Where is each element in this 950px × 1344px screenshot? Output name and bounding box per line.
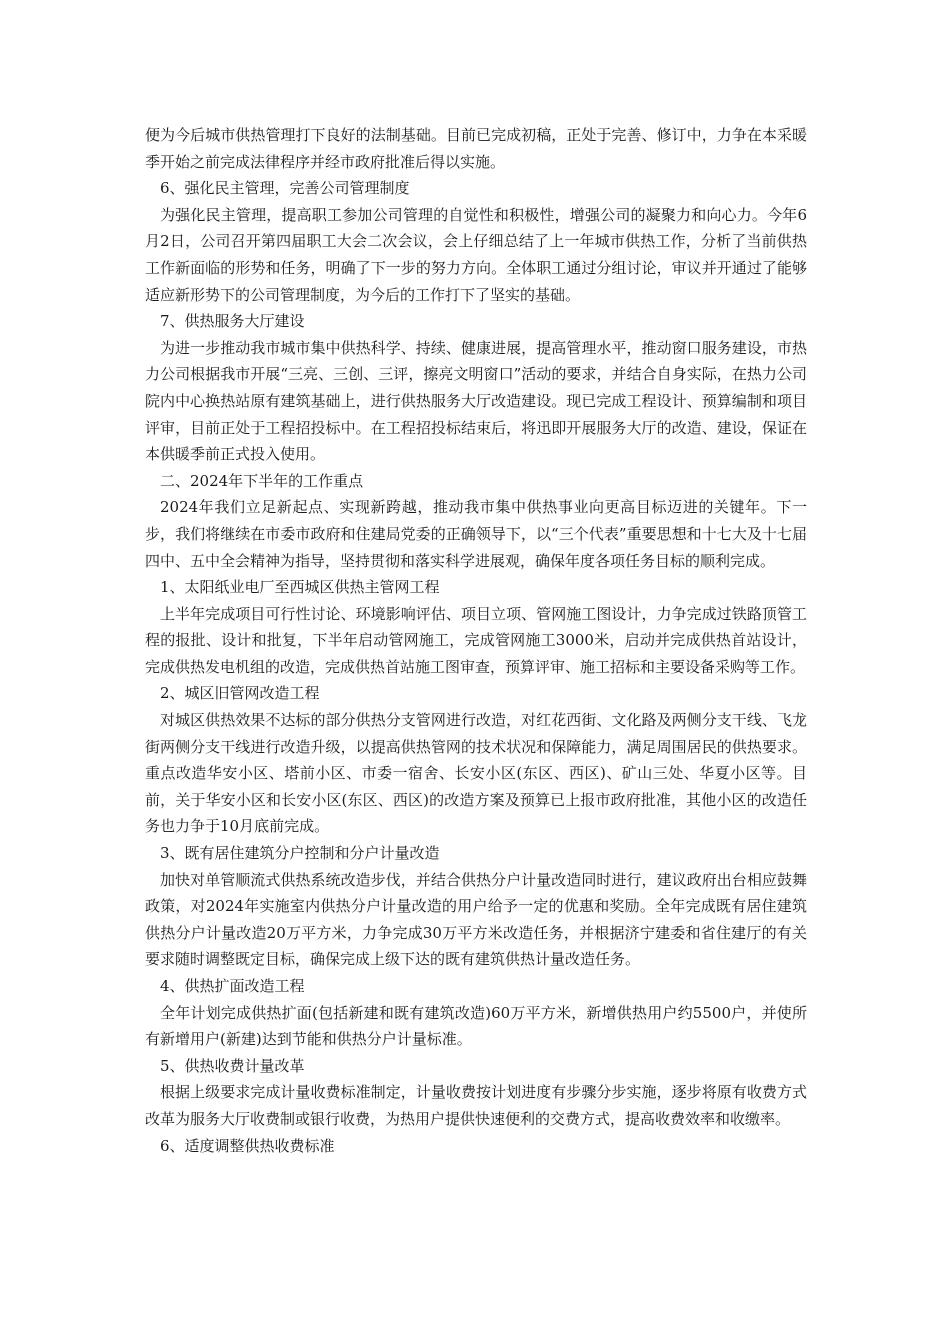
section-heading-text: 3、既有居住建筑分户控制和分户计量改造: [160, 844, 440, 863]
body-paragraph: 全年计划完成供热扩面(包括新建和既有建筑改造)60万平方米，新增供热用户约5500户，并使所有新增用户(新建)达到节能和供热分户计量标准。: [145, 1003, 807, 1049]
body-paragraph: 对城区供热效果不达标的部分供热分支管网进行改造，对红花西街、文化路及两侧分支干线、飞龙街两侧分支干线进行改造升级，以提高供热管网的技术状况和保障能力，满足周围居民的供热要求。重点改造华安小区、塔前小区、市委一宿舍、长安小区(东区、西区)、矿山三处、华夏小区等。目前，关于华安小区和长安小区(东区、西区)的改造方案及预算已上报市政府批准，其他小区的改造任务也力争于10月底前完成。: [145, 711, 807, 836]
section-heading: [145, 1053, 807, 1080]
section-heading: [145, 840, 807, 867]
section-heading: [145, 574, 807, 601]
section-heading-text: 6、强化民主管理，完善公司管理制度: [160, 179, 410, 198]
section-heading-text: 7、供热服务大厅建设: [160, 312, 305, 331]
section-heading: [145, 1133, 807, 1160]
section-heading: [145, 680, 807, 707]
document-page: [145, 122, 807, 1159]
section-heading-text: 4、供热扩面改造工程: [160, 977, 305, 995]
body-paragraph: 为进一步推动我市城市集中供热科学、持续、健康进展，提高管理水平，推动窗口服务建设，市热力公司根据我市开展“三亮、三创、三评，擦亮文明窗口”活动的要求，并结合自身实际，在热力公司院内中心换热站原有建筑基础上，进行供热服务大厅改造建设。现已完成工程设计、预算编制和项目评审，目前正处于工程招投标中。在工程招投标结束后，将迅即开展服务大厅的改造、建设，保证在本供暖季前正式投入使用。: [145, 338, 807, 464]
body-paragraph: 便为今后城市供热管理打下良好的法制基础。目前已完成初稿，正处于完善、修订中，力争在本采暖季开始之前完成法律程序并经市政府批准后得以实施。: [145, 126, 807, 171]
body-paragraph: 加快对单管顺流式供热系统改造步伐，并结合供热分户计量改造同时进行，建议政府出台相应鼓舞政策，对2024年实施室内供热分户计量改造的用户给予一定的优惠和奖励。全年完成既有居住建筑供热分户计量改造20万平方米，力争完成30万平方米改造任务，并根据济宁建委和省住建厅的有关要求随时调整既定目标，确保完成上级下达的既有建筑供热计量改造任务。: [145, 870, 807, 969]
section-heading-text: 5、供热收费计量改革: [160, 1056, 305, 1075]
body-paragraph: 上半年完成项目可行性讨论、环境影响评估、项目立项、管网施工图设计，力争完成过铁路顶管工程的报批、设计和批复，下半年启动管网施工，完成管网施工3000米，启动并完成供热首站设计，完成供热发电机组的改造，完成供热首站施工图审查，预算评审、施工招标和主要设备采购等工作。: [145, 604, 807, 676]
section-heading: [145, 973, 807, 1000]
body-paragraph: 为强化民主管理，提高职工参加公司管理的自觉性和积极性，增强公司的凝聚力和向心力。今年6月2日，公司召开第四届职工大会二次会议，会上仔细总结了上一年城市供热工作，分析了当前供热工作新面临的形势和任务，明确了下一步的努力方向。全体职工通过分组讨论，审议并开通过了能够适应新形势下的公司管理制度，为今后的工作打下了坚实的基础。: [145, 205, 807, 304]
body-paragraph: 根据上级要求完成计量收费标准制定，计量收费按计划进度有步骤分步实施，逐步将原有收费方式改革为服务大厅收费制或银行收费，为热用户提供快速便利的交费方式，提高收费效率和收缴率。: [145, 1083, 807, 1128]
body-paragraph: 2024年我们立足新起点、实现新跨越，推动我市集中供热事业向更高目标迈进的关键年。下一步，我们将继续在市委市政府和住建局党委的正确领导下，以“三个代表”重要思想和十七大及十七届四中、五中全会精神为指导，坚持贯彻和落实科学进展观，确保年度各项任务目标的顺利完成。: [145, 498, 807, 570]
section-heading-text: 二、2024年下半年的工作重点: [160, 471, 364, 490]
section-heading: [145, 175, 807, 202]
section-heading: [145, 308, 807, 335]
section-heading-text: 1、太阳纸业电厂至西城区供热主管网工程: [160, 578, 440, 597]
section-heading-text: 2、城区旧管网改造工程: [160, 684, 320, 703]
section-heading: [145, 468, 807, 495]
section-heading-text: 6、适度调整供热收费标准: [160, 1136, 335, 1155]
